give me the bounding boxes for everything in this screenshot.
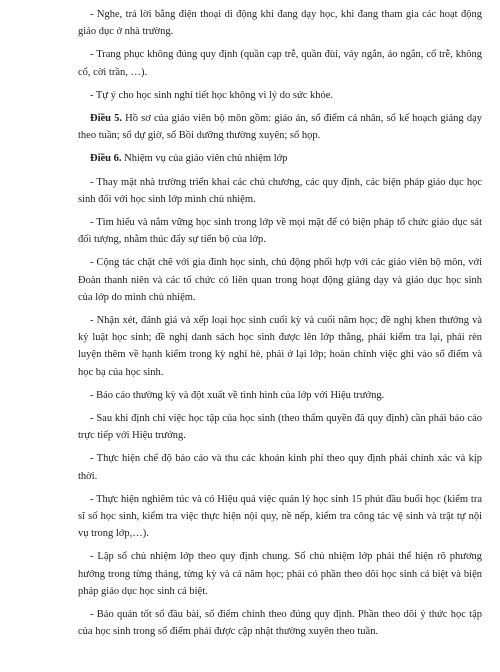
article-heading: Điều 6. bbox=[90, 153, 122, 165]
paragraph: - Báo cáo thường kỳ và đột xuất về tình hình của lớp với Hiệu trưởng. bbox=[90, 389, 385, 401]
article-5-paragraph: Điều 5. Hồ sơ của giáo viên bộ môn gồm: giáo án, sổ điểm cá nhân, sổ kế hoạch giảng dạy theo tuần; sổ dự giờ, sổ Bồi dưỡng thường xuyên; sổ họp. bbox=[78, 113, 482, 142]
paragraph: - Nhận xét, đánh giá và xếp loại học sinh cuối kỳ và cuối năm học; đề nghị khen thưởng và kỷ luật học sinh; đề nghị danh sách học sinh được lên lớp thẳng, phải kiểm tra lại, phải rèn luyện thêm về hạnh kiểm trong kỳ nghỉ hè, phải ở lại lớp; hoàn chỉnh việc ghi vào sổ điểm và học bạ của học sinh. bbox=[78, 315, 482, 378]
paragraph: - Sau khi định chỉ việc học tập của học sinh (theo thẩm quyền đã quy định) cần phải báo cáo trực tiếp với Hiệu trưởng. bbox=[78, 413, 482, 442]
article-6-heading-paragraph: Điều 6. Nhiệm vụ của giáo viên chủ nhiệm lớp bbox=[90, 153, 288, 165]
document-page bbox=[78, 6, 482, 647]
paragraph: - Thực hiện nghiêm túc và có Hiệu quả việc quản lý học sinh 15 phút đầu buổi học (kiểm tra sĩ số học sinh, kiểm tra việc thực hiện nội quy, nề nếp, kiểm tra công tác vệ sinh và trật tự nội vụ trong lớp,…). bbox=[78, 493, 482, 540]
paragraph: - Thực hiện chế độ báo cáo và thu các khoản kinh phí theo quy định phải chính xác và kịp thời. bbox=[78, 453, 482, 482]
paragraph: - Lập sổ chủ nhiệm lớp theo quy định chung. Sổ chủ nhiệm lớp phải thể hiện rõ phương hướng trong từng tháng, từng kỳ và cả năm học; phải có phần theo dõi học sinh cá biệt và biện pháp giáo dục học sinh cá biệt. bbox=[78, 551, 482, 597]
article-heading: Điều 5. bbox=[90, 113, 123, 125]
paragraph: - Thay mặt nhà trường triển khai các chủ chương, các quy định, các biện pháp giáo dục học sinh đối với học sinh lớp mình chủ nhiệm. bbox=[78, 176, 482, 205]
paragraph: - Tự ý cho học sinh nghỉ tiết học không vì lý do sức khỏe. bbox=[90, 89, 334, 101]
paragraph: - Bảo quản tốt sổ đầu bài, sổ điểm chính theo đúng quy định. Phần theo dõi ý thức học tập của học sinh trong sổ điểm phải được cập nhật thường xuyên theo tuần. bbox=[78, 609, 482, 638]
paragraph: - Nghe, trả lời bằng điện thoại di động khi đang dạy học, khi đang tham gia các hoạt động giáo dục ở nhà trường. bbox=[78, 9, 482, 38]
paragraph: - Tìm hiểu và nắm vững học sinh trong lớp về mọi mặt để có biện pháp tổ chức giáo dục sát đối tượng, nhằm thúc đẩy sự tiến bộ của lớp. bbox=[78, 217, 482, 246]
paragraph: - Cộng tác chặt chẽ với gia đình học sinh, chủ động phối hợp với các giáo viên bộ môn, với Đoàn thanh niên và các tổ chức có liên quan trong hoạt động giảng dạy và giáo dục học sinh của lớp do mình chủ nhiệm. bbox=[78, 257, 482, 303]
paragraph: - Trang phục không đúng quy định (quần cạp trễ, quần đùi, váy ngắn, áo ngắn, cổ trễ, không cổ, cời trần, …). bbox=[78, 49, 482, 78]
